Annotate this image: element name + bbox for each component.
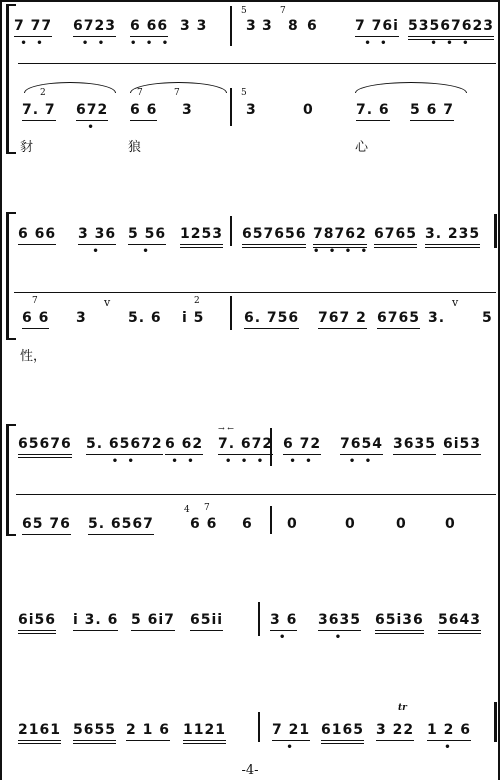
stave-divider bbox=[18, 63, 496, 64]
note-group: 3 bbox=[182, 102, 193, 118]
measure-barline bbox=[230, 6, 232, 46]
note-group: 65i36 bbox=[375, 612, 424, 628]
note-group: 767 2 bbox=[318, 310, 367, 326]
note-group: 6 6 bbox=[22, 310, 49, 326]
grace-note: 5 bbox=[241, 6, 247, 16]
note-group: 3 bbox=[246, 102, 257, 118]
system-bracket bbox=[6, 212, 9, 340]
page-frame-left bbox=[0, 0, 2, 780]
measure-barline bbox=[230, 216, 232, 246]
note-group: 3635 • bbox=[318, 612, 361, 643]
note-group: 6 62 • • bbox=[165, 436, 204, 467]
note-group: 5 6 7 bbox=[410, 102, 454, 118]
measure-barline bbox=[258, 712, 260, 742]
note-group: 3635 bbox=[393, 436, 436, 452]
note-group: 78762 • • • • bbox=[313, 226, 371, 257]
bracket-cap bbox=[6, 212, 16, 214]
grace-note: 7 bbox=[137, 88, 143, 98]
grace-note: 7 bbox=[32, 296, 38, 306]
note-group: 3 36 • bbox=[78, 226, 117, 257]
grace-note: 7 bbox=[280, 6, 286, 16]
trill-mark: tr bbox=[398, 703, 407, 713]
bracket-cap bbox=[6, 152, 16, 154]
note-group: 6 6 bbox=[190, 516, 218, 532]
note-group: 7 21 • bbox=[272, 722, 311, 753]
note-group: 6723 • • bbox=[73, 18, 116, 49]
grace-note: 7 bbox=[174, 88, 180, 98]
note-group: 3 bbox=[262, 18, 273, 34]
note-group: 2161 bbox=[18, 722, 61, 738]
note-group: 1 2 6 • bbox=[427, 722, 471, 753]
note-group: 3 bbox=[246, 18, 257, 34]
note-group: 8 bbox=[288, 18, 299, 34]
note-group: 3. 235 bbox=[425, 226, 480, 242]
phrase-slur bbox=[24, 82, 116, 93]
bracket-cap bbox=[6, 4, 16, 6]
note-group: 6. 756 bbox=[244, 310, 299, 326]
note-group: 7. 7 bbox=[22, 102, 56, 118]
note-group: 3 3 bbox=[180, 18, 208, 34]
stave-divider bbox=[16, 494, 496, 495]
grace-note: 2 bbox=[194, 296, 200, 306]
note-group: 1121 bbox=[183, 722, 226, 738]
measure-barline bbox=[230, 296, 232, 330]
note-group: 5 bbox=[482, 310, 493, 326]
measure-barline bbox=[230, 88, 232, 126]
note-group: 3 6 • bbox=[270, 612, 298, 643]
page-frame-top bbox=[0, 0, 500, 2]
lyric-char: 狼 bbox=[128, 140, 142, 155]
grace-note: → ← bbox=[218, 424, 234, 433]
note-group: 5 6i7 bbox=[131, 612, 175, 628]
note-group: 7654 • • bbox=[340, 436, 383, 467]
note-group: 3. bbox=[428, 310, 446, 326]
bracket-cap bbox=[6, 424, 16, 426]
note-group: 6i53 bbox=[443, 436, 481, 452]
note-group: 657656 bbox=[242, 226, 306, 242]
note-group: 65676 bbox=[18, 436, 72, 452]
note-group: 5. 6 bbox=[128, 310, 162, 326]
note-group: 6 66 bbox=[18, 226, 56, 242]
grace-note: v bbox=[452, 296, 459, 309]
note-group: i 5 bbox=[182, 310, 205, 326]
system-bracket bbox=[6, 424, 9, 536]
note-group: 5655 bbox=[73, 722, 116, 738]
note-group: 7 77 • • bbox=[14, 18, 53, 49]
note-group: 1253 bbox=[180, 226, 223, 242]
system-end-barline bbox=[494, 702, 497, 742]
note-group: 0 bbox=[303, 102, 314, 118]
note-group: 6 bbox=[242, 516, 253, 532]
note-group: 3 22 bbox=[376, 722, 414, 738]
lyric-char: 心 bbox=[355, 140, 369, 155]
bracket-cap bbox=[6, 534, 16, 536]
system-end-barline bbox=[494, 214, 497, 248]
note-group: 6165 bbox=[321, 722, 364, 738]
note-group: 6 72 • • bbox=[283, 436, 322, 467]
note-group: 53567623 • • • bbox=[408, 18, 494, 49]
note-group: 6 bbox=[307, 18, 318, 34]
note-group: 5. 65672 • • bbox=[86, 436, 163, 467]
stave-divider bbox=[14, 292, 496, 293]
note-group: 6 6 bbox=[130, 102, 157, 118]
note-group: 6i56 bbox=[18, 612, 56, 628]
measure-barline bbox=[270, 506, 272, 534]
note-group: 5 56 • bbox=[128, 226, 167, 257]
note-group: 7 76i • • bbox=[355, 18, 399, 49]
note-group: 65ii bbox=[190, 612, 223, 628]
note-group: 6765 bbox=[374, 226, 417, 242]
note-group: 0 bbox=[445, 516, 456, 532]
note-group: 7. 6 bbox=[356, 102, 390, 118]
grace-note: 7 bbox=[204, 503, 210, 513]
page-number: -4- bbox=[241, 763, 259, 778]
note-group: 6765 bbox=[377, 310, 420, 326]
note-group: 3 bbox=[76, 310, 87, 326]
note-group: i 3. 6 bbox=[73, 612, 118, 628]
grace-note: 4 bbox=[184, 505, 190, 515]
bracket-cap bbox=[6, 338, 16, 340]
grace-note: 2 bbox=[40, 88, 46, 98]
note-group: 6 66 • • • bbox=[130, 18, 172, 49]
note-group: 0 bbox=[287, 516, 298, 532]
measure-barline bbox=[258, 602, 260, 636]
lyric-char: 性， bbox=[20, 349, 47, 364]
note-group: 2 1 6 bbox=[126, 722, 170, 738]
note-group: 5643 bbox=[438, 612, 481, 628]
lyric-char: 豺 bbox=[20, 140, 34, 155]
grace-note: 5 bbox=[241, 88, 247, 98]
note-group: 65 76 bbox=[22, 516, 71, 532]
note-group: 0 bbox=[345, 516, 356, 532]
note-group: 672 • bbox=[76, 102, 109, 133]
note-group: 7. 672 • • • bbox=[218, 436, 274, 467]
grace-note: v bbox=[104, 296, 111, 309]
note-group: 0 bbox=[396, 516, 407, 532]
phrase-slur bbox=[355, 82, 467, 93]
system-bracket bbox=[6, 4, 9, 154]
note-group: 5. 6567 bbox=[88, 516, 154, 532]
